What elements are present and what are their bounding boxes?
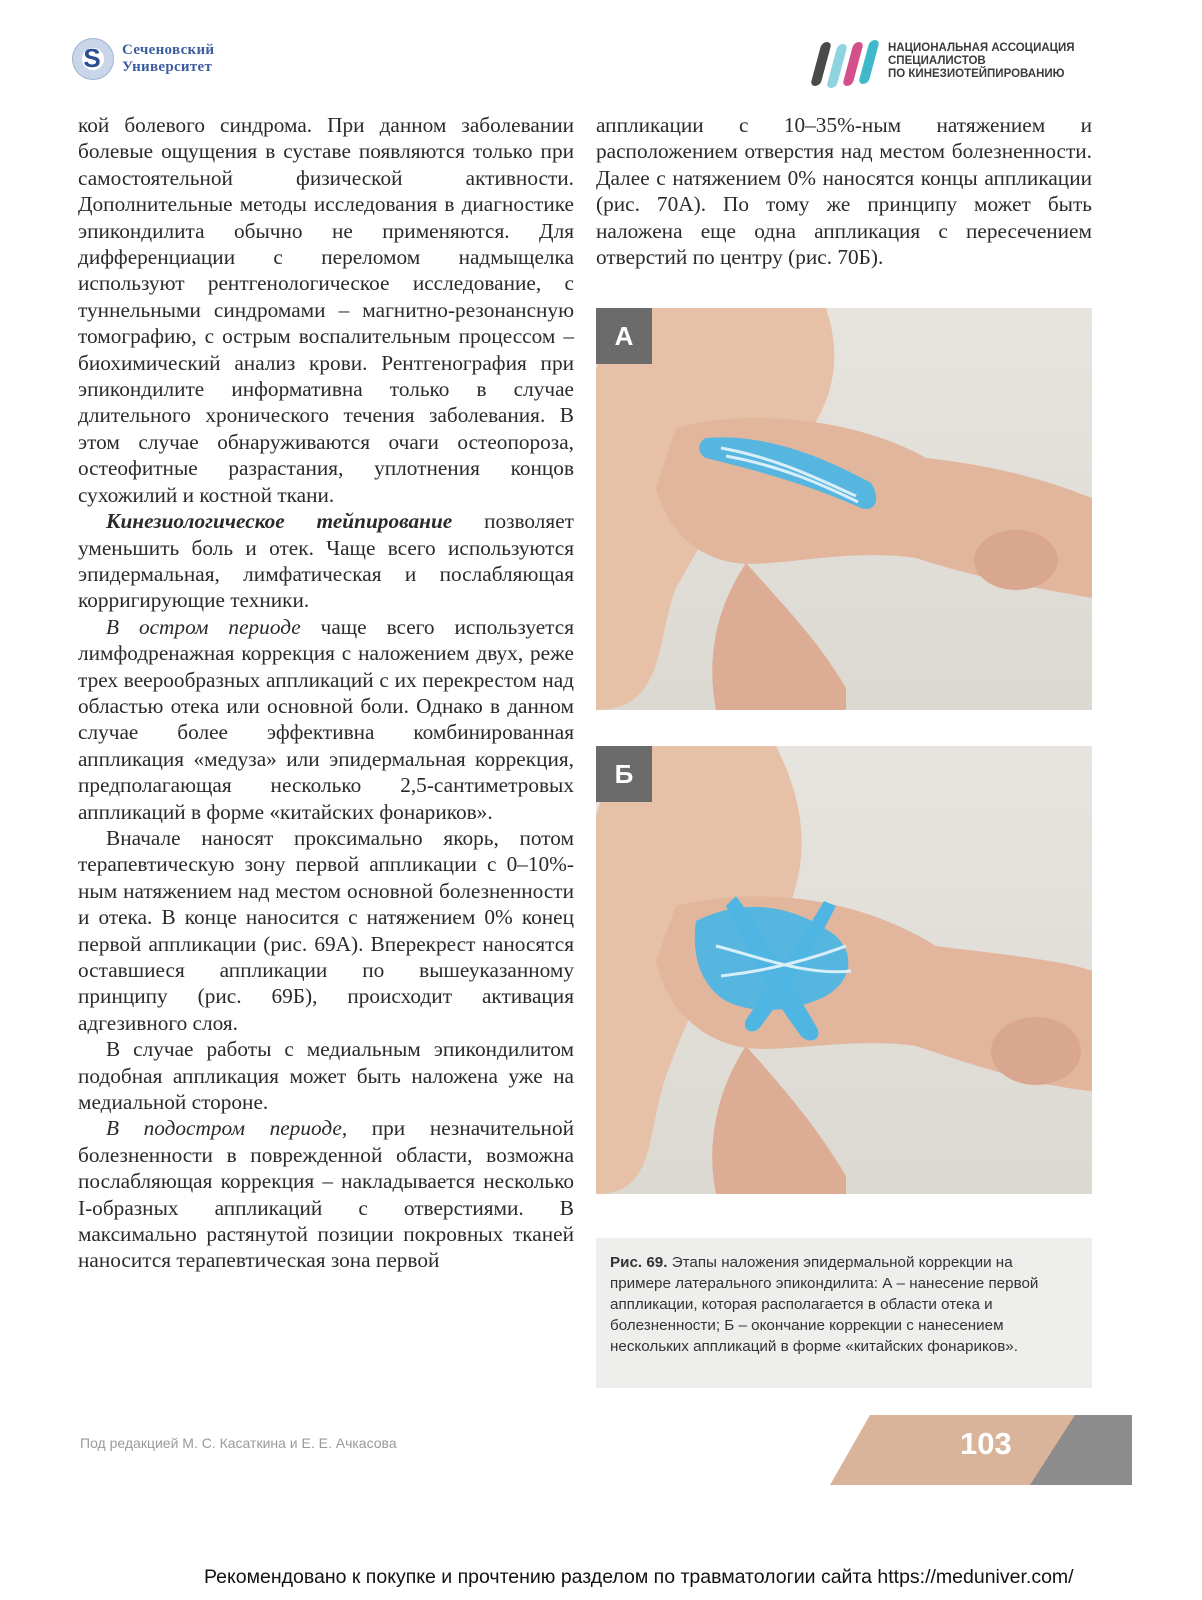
paragraph-4: Вначале наносят проксимально якорь, потом терапевтическую зону первой аппликации с 0–10%-ным натяжением над местом основной болезненности и отека. В конце наносится с натяжением 0% конец первой аппликации (рис. 69А). Вперекрест наносятся оставшиеся аппликации по вышеуказанному принципу (рис. 69Б), происходит активация адгезивного слоя. — [78, 825, 574, 1035]
page-number: 103 — [960, 1426, 1012, 1461]
left-text-column — [78, 112, 574, 1274]
paragraph-2-text: позволяет уменьшить боль и отек. Чаще всего используются эпидермальная, лимфатическая и послабляющая корригирующие техники. — [78, 509, 574, 613]
paragraph-3-text: чаще всего используется лимфодренажная коррекция с наложением двух, реже трех веерообразных аппликаций с их перекрестом над областью отека или основной боли. Однако в данном случае более эффективна комбинированная аппликация «медуза» или эпидермальная коррекция, предполагающая несколько 2,5-сантиметровых аппликаций в форме «китайских фонариков». — [78, 614, 574, 824]
figure-label-a: А — [596, 308, 652, 364]
association-logo — [796, 36, 1106, 92]
paragraph-2 — [78, 508, 574, 614]
term-subacute-period: В подостром периоде, — [106, 1116, 348, 1141]
association-name: НАЦИОНАЛЬНАЯ АССОЦИАЦИЯ СПЕЦИАЛИСТОВ ПО КИНЕЗИОТЕЙПИРОВАНИЮ — [888, 42, 1075, 80]
right-text-column — [596, 112, 1092, 270]
figure-caption — [596, 1238, 1092, 1388]
university-name: Сеченовский Университет — [122, 42, 215, 75]
editors-credit: Под редакцией М. С. Касаткина и Е. Е. Ачкасова — [80, 1435, 397, 1451]
term-kinesio-taping: Кинезиологическое тейпирование — [106, 509, 453, 534]
paragraph-3 — [78, 614, 574, 825]
term-acute-period: В остром периоде — [106, 614, 301, 639]
figure-69a-photo — [596, 308, 1092, 710]
paragraph-6-text: при незначительной болезненности в поврежденной области, возможна послабляющая коррекция – накладывается несколько I-образных аппликаций с отверстиями. В максимально растянутой позиции покровных тканей наносится терапевтическая зона первой — [78, 1116, 574, 1273]
caption-text: Этапы наложения эпидермальной коррекции на примере латерального эпикондилита: А – нанесение первой аппликации, которая располагается в области отека и болезненности; Б – окончание коррекции с нанесением нескольких аппликаций в форме «китайских фонариков». — [610, 1254, 1039, 1355]
paragraph-5: В случае работы с медиальным эпикондилитом подобная аппликация может быть наложена уже на медиальной стороне. — [78, 1037, 574, 1115]
arm-illustration-b — [596, 746, 1092, 1194]
arm-illustration-a — [596, 308, 1092, 710]
paragraph-1: кой болевого синдрома. При данном заболевании болевые ощущения в суставе появляются только при самостоятельной физической активности. Дополнительные методы исследования в диагностике эпикондилита обычно не применяются. Для дифференциации с переломом надмыщелка используют рентгенологическое исследование, с туннельными синдромами – магнитно-резонансную томографию, с острым воспалительным процессом – биохимический анализ крови. Рентгенография при эпикондилите информативна только в случае длительного хронического течения заболевания. В этом случае обнаруживаются очаги остеопороза, остеофитные разрастания, уплотнения концов сухожилий и костной ткани. — [78, 113, 574, 507]
figure-label-b: Б — [596, 746, 652, 802]
right-paragraph-1: аппликации с 10–35%-ным натяжением и расположением отверстия над местом болезненности. Далее с натяжением 0% наносятся концы аппликации (рис. 70А). По тому же принципу может быть наложена еще одна аппликация с пересечением отверстий по центру (рис. 70Б). — [596, 113, 1092, 270]
seal-letter: S — [83, 43, 101, 73]
paragraph-6 — [78, 1115, 574, 1273]
figure-69b-photo — [596, 746, 1092, 1194]
caption-figure-number: Рис. 69. — [610, 1254, 668, 1271]
recommendation-line: Рекомендовано к покупке и прочтению разделом по травматологии сайта https://meduniver.com/ — [204, 1566, 1074, 1588]
sechenov-logo — [72, 38, 272, 82]
